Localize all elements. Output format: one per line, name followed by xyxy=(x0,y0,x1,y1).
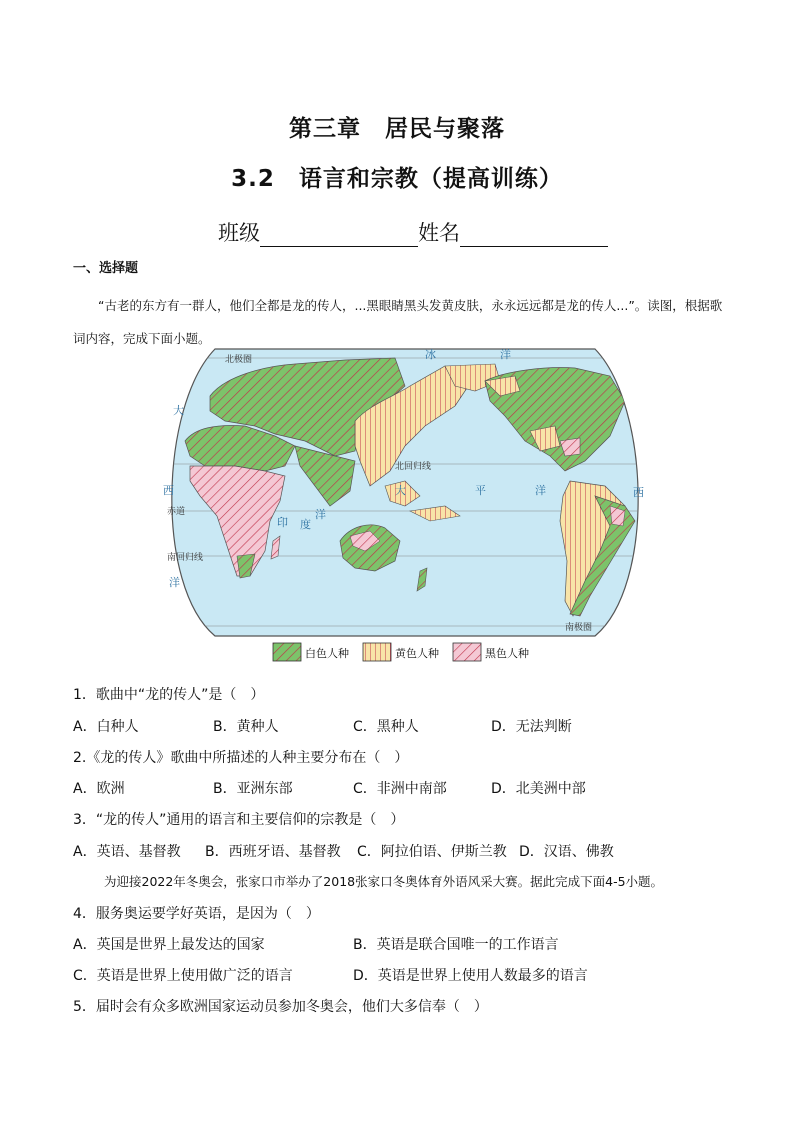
name-blank[interactable] xyxy=(460,224,608,247)
q3-option-c[interactable]: C．阿拉伯语、伊斯兰教 xyxy=(357,844,507,860)
label-da-left: 大 xyxy=(173,405,184,417)
map-legend xyxy=(273,643,529,661)
class-label: 班级 xyxy=(218,221,260,245)
label-tropic-cancer: 北回归线 xyxy=(395,461,432,471)
q3-option-a[interactable]: A．英语、基督教 xyxy=(73,844,181,860)
q4-option-a[interactable]: A．英国是世界上最发达的国家 xyxy=(73,937,265,953)
question-5-stem: 5．届时会有众多欧洲国家运动员参加冬奥会，他们大多信奉（ ） xyxy=(73,999,488,1015)
q1-option-d[interactable]: D．无法判断 xyxy=(491,719,572,735)
label-ping: 平 xyxy=(475,485,486,497)
label-xi-right: 西 xyxy=(633,487,644,499)
q3-option-b[interactable]: B．西班牙语、基督教 xyxy=(205,844,341,860)
class-name-line xyxy=(218,217,608,247)
q2-option-a[interactable]: A．欧洲 xyxy=(73,781,125,797)
label-yin: 印 xyxy=(277,517,288,529)
world-race-map xyxy=(155,346,655,668)
section-title: 3.2 语言和宗教（提高训练） xyxy=(231,166,563,192)
label-tropic-capricorn: 南回归线 xyxy=(167,552,204,562)
label-bing: 冰 xyxy=(425,349,436,361)
label-yang-pacific: 洋 xyxy=(535,485,546,497)
q4-option-b[interactable]: B．英语是联合国唯一的工作语言 xyxy=(353,937,559,953)
label-du: 度 xyxy=(300,519,311,531)
class-blank[interactable] xyxy=(260,224,418,247)
lyrics-intro: “古老的东方有一群人，他们全都是龙的传人，...黑眼睛黑头发黄皮肤，永永远远都是龙的传人...”。读图，根据歌词内容，完成下面小题。 xyxy=(73,298,723,346)
label-antarctic-circle: 南极圈 xyxy=(565,622,593,632)
legend-white-swatch xyxy=(273,643,301,661)
label-yang-indian: 洋 xyxy=(315,509,326,521)
q2-option-b[interactable]: B．亚洲东部 xyxy=(213,781,293,797)
label-equator: 赤道 xyxy=(167,506,186,516)
q1-option-c[interactable]: C．黑种人 xyxy=(353,719,419,735)
label-yang-top: 洋 xyxy=(500,349,511,361)
q1-option-b[interactable]: B．黄种人 xyxy=(213,719,279,735)
legend-yellow-swatch xyxy=(363,643,391,661)
chapter-title: 第三章 居民与聚落 xyxy=(289,116,505,142)
question-4-stem: 4．服务奥运要学好英语，是因为（ ） xyxy=(73,906,320,922)
legend-black-label: 黑色人种 xyxy=(485,648,529,660)
q2-option-d[interactable]: D．北美洲中部 xyxy=(491,781,586,797)
label-da-pacific: 大 xyxy=(395,485,406,497)
q4-option-c[interactable]: C．英语是世界上使用做广泛的语言 xyxy=(73,968,293,984)
question-2-stem: 2.《龙的传人》歌曲中所描述的人种主要分布在（ ） xyxy=(73,750,409,766)
label-xi: 西 xyxy=(163,485,174,497)
name-label: 姓名 xyxy=(418,221,460,245)
passage-note: 为迎接2022年冬奥会，张家口市举办了2018张家口冬奥体育外语风采大赛。据此完成下面4-5小题。 xyxy=(104,874,664,889)
label-yang-left: 洋 xyxy=(169,577,180,589)
q2-option-c[interactable]: C．非洲中南部 xyxy=(353,781,447,797)
legend-yellow-label: 黄色人种 xyxy=(395,648,439,660)
question-3-stem: 3．“龙的传人”通用的语言和主要信仰的宗教是（ ） xyxy=(73,812,405,828)
q3-option-d[interactable]: D．汉语、佛教 xyxy=(519,844,614,860)
question-1-stem: 1．歌曲中“龙的传人”是（ ） xyxy=(73,687,265,703)
q1-option-a[interactable]: A．白种人 xyxy=(73,719,139,735)
legend-black-swatch xyxy=(453,643,481,661)
label-arctic-circle: 北极圈 xyxy=(225,354,253,364)
question-section-title: 一、选择题 xyxy=(73,261,139,276)
legend-white-label: 白色人种 xyxy=(305,648,349,660)
q4-option-d[interactable]: D．英语是世界上使用人数最多的语言 xyxy=(353,968,588,984)
